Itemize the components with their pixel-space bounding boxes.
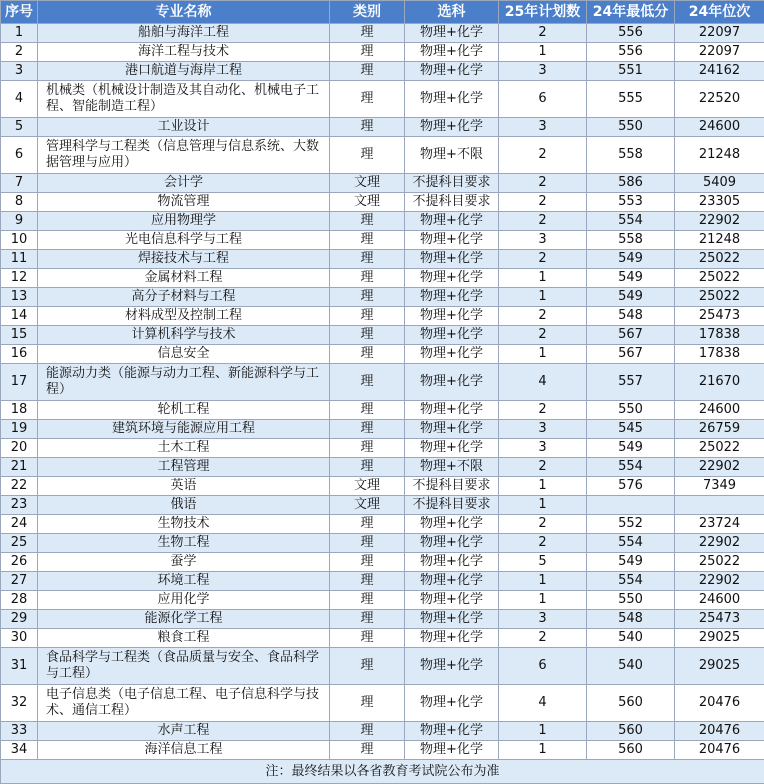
subjects: 物理+化学 xyxy=(405,572,499,591)
plan-count: 2 xyxy=(499,534,587,553)
min-score: 556 xyxy=(587,43,675,62)
major-name: 土木工程 xyxy=(38,439,330,458)
major-name: 生物技术 xyxy=(38,515,330,534)
major-name: 工业设计 xyxy=(38,118,330,137)
subjects: 物理+不限 xyxy=(405,458,499,477)
row-no: 29 xyxy=(1,610,38,629)
plan-count: 2 xyxy=(499,629,587,648)
table-row xyxy=(1,515,764,534)
category: 理 xyxy=(330,43,405,62)
table-row xyxy=(1,477,764,496)
rank: 7349 xyxy=(675,477,764,496)
category: 理 xyxy=(330,269,405,288)
row-no: 6 xyxy=(1,137,38,174)
table-row xyxy=(1,326,764,345)
category: 理 xyxy=(330,137,405,174)
subjects: 不提科目要求 xyxy=(405,477,499,496)
major-name: 建筑环境与能源应用工程 xyxy=(38,420,330,439)
rank: 24600 xyxy=(675,591,764,610)
min-score: 567 xyxy=(587,345,675,364)
plan-count: 4 xyxy=(499,685,587,722)
table-row xyxy=(1,43,764,62)
rank: 25022 xyxy=(675,250,764,269)
min-score: 554 xyxy=(587,534,675,553)
category: 理 xyxy=(330,685,405,722)
plan-count: 3 xyxy=(499,118,587,137)
min-score: 550 xyxy=(587,401,675,420)
min-score: 560 xyxy=(587,741,675,760)
row-no: 16 xyxy=(1,345,38,364)
subjects: 物理+不限 xyxy=(405,137,499,174)
rank: 24162 xyxy=(675,62,764,81)
row-no: 32 xyxy=(1,685,38,722)
min-score: 549 xyxy=(587,269,675,288)
rank: 29025 xyxy=(675,629,764,648)
row-no: 13 xyxy=(1,288,38,307)
row-no: 21 xyxy=(1,458,38,477)
category: 理 xyxy=(330,231,405,250)
rank: 23724 xyxy=(675,515,764,534)
major-name: 电子信息类（电子信息工程、电子信息科学与技术、通信工程） xyxy=(38,685,330,722)
table-row xyxy=(1,345,764,364)
row-no: 22 xyxy=(1,477,38,496)
table-row xyxy=(1,572,764,591)
category: 理 xyxy=(330,24,405,43)
category: 理 xyxy=(330,610,405,629)
category: 理 xyxy=(330,401,405,420)
major-name: 生物工程 xyxy=(38,534,330,553)
table-row xyxy=(1,439,764,458)
major-name: 船舶与海洋工程 xyxy=(38,24,330,43)
plan-count: 1 xyxy=(499,345,587,364)
category: 理 xyxy=(330,629,405,648)
min-score: 567 xyxy=(587,326,675,345)
category: 理 xyxy=(330,420,405,439)
category: 理 xyxy=(330,648,405,685)
rank: 17838 xyxy=(675,345,764,364)
table-row xyxy=(1,24,764,43)
table-body xyxy=(1,24,764,760)
min-score: 549 xyxy=(587,439,675,458)
row-no: 19 xyxy=(1,420,38,439)
row-no: 7 xyxy=(1,174,38,193)
rank: 25473 xyxy=(675,307,764,326)
rank: 25022 xyxy=(675,439,764,458)
row-no: 2 xyxy=(1,43,38,62)
plan-count: 1 xyxy=(499,591,587,610)
subjects: 物理+化学 xyxy=(405,62,499,81)
subjects: 物理+化学 xyxy=(405,250,499,269)
major-name: 英语 xyxy=(38,477,330,496)
row-no: 33 xyxy=(1,722,38,741)
plan-count: 2 xyxy=(499,24,587,43)
table-row xyxy=(1,174,764,193)
major-name: 蚕学 xyxy=(38,553,330,572)
row-no: 25 xyxy=(1,534,38,553)
min-score xyxy=(587,496,675,515)
table-row xyxy=(1,364,764,401)
min-score: 560 xyxy=(587,722,675,741)
header-subjects: 选科 xyxy=(405,1,499,24)
plan-count: 3 xyxy=(499,231,587,250)
header-major-name: 专业名称 xyxy=(38,1,330,24)
min-score: 545 xyxy=(587,420,675,439)
table-row xyxy=(1,741,764,760)
rank: 22097 xyxy=(675,43,764,62)
min-score: 553 xyxy=(587,193,675,212)
subjects: 物理+化学 xyxy=(405,439,499,458)
row-no: 20 xyxy=(1,439,38,458)
rank: 29025 xyxy=(675,648,764,685)
min-score: 552 xyxy=(587,515,675,534)
min-score: 540 xyxy=(587,648,675,685)
min-score: 551 xyxy=(587,62,675,81)
rank: 25022 xyxy=(675,553,764,572)
table-row xyxy=(1,722,764,741)
table-row xyxy=(1,496,764,515)
row-no: 15 xyxy=(1,326,38,345)
rank: 5409 xyxy=(675,174,764,193)
row-no: 4 xyxy=(1,81,38,118)
min-score: 586 xyxy=(587,174,675,193)
plan-count: 5 xyxy=(499,553,587,572)
row-no: 5 xyxy=(1,118,38,137)
subjects: 不提科目要求 xyxy=(405,193,499,212)
subjects: 不提科目要求 xyxy=(405,496,499,515)
subjects: 物理+化学 xyxy=(405,364,499,401)
min-score: 550 xyxy=(587,591,675,610)
min-score: 549 xyxy=(587,250,675,269)
table-row xyxy=(1,307,764,326)
rank: 20476 xyxy=(675,685,764,722)
plan-count: 3 xyxy=(499,439,587,458)
rank: 22902 xyxy=(675,458,764,477)
subjects: 物理+化学 xyxy=(405,420,499,439)
subjects: 物理+化学 xyxy=(405,231,499,250)
rank: 24600 xyxy=(675,118,764,137)
header-no: 序号 xyxy=(1,1,38,24)
major-name: 港口航道与海岸工程 xyxy=(38,62,330,81)
table-row xyxy=(1,212,764,231)
min-score: 556 xyxy=(587,24,675,43)
major-name: 海洋工程与技术 xyxy=(38,43,330,62)
subjects: 物理+化学 xyxy=(405,307,499,326)
table-row xyxy=(1,685,764,722)
row-no: 18 xyxy=(1,401,38,420)
major-name: 应用物理学 xyxy=(38,212,330,231)
rank: 25022 xyxy=(675,288,764,307)
major-name: 粮食工程 xyxy=(38,629,330,648)
table-row xyxy=(1,250,764,269)
subjects: 物理+化学 xyxy=(405,741,499,760)
subjects: 物理+化学 xyxy=(405,212,499,231)
rank: 20476 xyxy=(675,722,764,741)
min-score: 558 xyxy=(587,231,675,250)
rank: 21248 xyxy=(675,231,764,250)
category: 理 xyxy=(330,288,405,307)
min-score: 557 xyxy=(587,364,675,401)
subjects: 物理+化学 xyxy=(405,553,499,572)
header-min-score-2024: 24年最低分 xyxy=(587,1,675,24)
major-name: 光电信息科学与工程 xyxy=(38,231,330,250)
subjects: 物理+化学 xyxy=(405,722,499,741)
subjects: 物理+化学 xyxy=(405,534,499,553)
major-name: 能源动力类（能源与动力工程、新能源科学与工程） xyxy=(38,364,330,401)
subjects: 物理+化学 xyxy=(405,401,499,420)
major-name: 环境工程 xyxy=(38,572,330,591)
row-no: 12 xyxy=(1,269,38,288)
min-score: 548 xyxy=(587,307,675,326)
table-row xyxy=(1,648,764,685)
row-no: 30 xyxy=(1,629,38,648)
table-row xyxy=(1,591,764,610)
major-name: 信息安全 xyxy=(38,345,330,364)
rank: 26759 xyxy=(675,420,764,439)
subjects: 物理+化学 xyxy=(405,24,499,43)
row-no: 10 xyxy=(1,231,38,250)
major-name: 应用化学 xyxy=(38,591,330,610)
row-no: 3 xyxy=(1,62,38,81)
table-row xyxy=(1,118,764,137)
rank: 21248 xyxy=(675,137,764,174)
plan-count: 3 xyxy=(499,610,587,629)
rank: 22902 xyxy=(675,534,764,553)
row-no: 26 xyxy=(1,553,38,572)
subjects: 物理+化学 xyxy=(405,81,499,118)
plan-count: 2 xyxy=(499,307,587,326)
row-no: 27 xyxy=(1,572,38,591)
min-score: 554 xyxy=(587,572,675,591)
major-name: 计算机科学与技术 xyxy=(38,326,330,345)
category: 理 xyxy=(330,534,405,553)
major-name: 俄语 xyxy=(38,496,330,515)
row-no: 11 xyxy=(1,250,38,269)
table-row xyxy=(1,231,764,250)
major-name: 金属材料工程 xyxy=(38,269,330,288)
major-name: 食品科学与工程类（食品质量与安全、食品科学与工程） xyxy=(38,648,330,685)
plan-count: 1 xyxy=(499,722,587,741)
row-no: 1 xyxy=(1,24,38,43)
table-row xyxy=(1,458,764,477)
category: 理 xyxy=(330,81,405,118)
plan-count: 1 xyxy=(499,43,587,62)
min-score: 554 xyxy=(587,458,675,477)
table-row xyxy=(1,420,764,439)
table-header xyxy=(1,1,764,24)
row-no: 34 xyxy=(1,741,38,760)
category: 理 xyxy=(330,515,405,534)
rank: 21670 xyxy=(675,364,764,401)
subjects: 物理+化学 xyxy=(405,269,499,288)
subjects: 物理+化学 xyxy=(405,43,499,62)
table-row xyxy=(1,137,764,174)
major-name: 材料成型及控制工程 xyxy=(38,307,330,326)
rank: 22902 xyxy=(675,572,764,591)
plan-count: 2 xyxy=(499,250,587,269)
plan-count: 3 xyxy=(499,420,587,439)
table-row xyxy=(1,193,764,212)
plan-count: 2 xyxy=(499,401,587,420)
min-score: 555 xyxy=(587,81,675,118)
min-score: 576 xyxy=(587,477,675,496)
category: 理 xyxy=(330,212,405,231)
rank: 22097 xyxy=(675,24,764,43)
table-row xyxy=(1,401,764,420)
row-no: 9 xyxy=(1,212,38,231)
subjects: 物理+化学 xyxy=(405,326,499,345)
subjects: 不提科目要求 xyxy=(405,174,499,193)
row-no: 28 xyxy=(1,591,38,610)
plan-count: 1 xyxy=(499,572,587,591)
min-score: 550 xyxy=(587,118,675,137)
plan-count: 2 xyxy=(499,174,587,193)
table-row xyxy=(1,81,764,118)
major-name: 机械类（机械设计制造及其自动化、机械电子工程、智能制造工程） xyxy=(38,81,330,118)
category: 理 xyxy=(330,458,405,477)
category: 理 xyxy=(330,364,405,401)
subjects: 物理+化学 xyxy=(405,629,499,648)
plan-count: 1 xyxy=(499,741,587,760)
table-row xyxy=(1,288,764,307)
category: 理 xyxy=(330,722,405,741)
row-no: 24 xyxy=(1,515,38,534)
plan-count: 2 xyxy=(499,193,587,212)
table-row xyxy=(1,629,764,648)
min-score: 554 xyxy=(587,212,675,231)
header-rank-2024: 24年位次 xyxy=(675,1,764,24)
header-plan-2025: 25年计划数 xyxy=(499,1,587,24)
footer-note: 注：最终结果以各省教育考试院公布为准 xyxy=(1,760,764,784)
plan-count: 2 xyxy=(499,326,587,345)
min-score: 560 xyxy=(587,685,675,722)
rank: 20476 xyxy=(675,741,764,760)
major-name: 焊接技术与工程 xyxy=(38,250,330,269)
category: 理 xyxy=(330,118,405,137)
major-name: 管理科学与工程类（信息管理与信息系统、大数据管理与应用） xyxy=(38,137,330,174)
category: 理 xyxy=(330,326,405,345)
rank: 17838 xyxy=(675,326,764,345)
subjects: 物理+化学 xyxy=(405,591,499,610)
category: 理 xyxy=(330,439,405,458)
plan-count: 1 xyxy=(499,269,587,288)
major-name: 能源化学工程 xyxy=(38,610,330,629)
row-no: 14 xyxy=(1,307,38,326)
plan-count: 4 xyxy=(499,364,587,401)
major-name: 会计学 xyxy=(38,174,330,193)
major-name: 轮机工程 xyxy=(38,401,330,420)
category: 理 xyxy=(330,572,405,591)
category: 文理 xyxy=(330,174,405,193)
table-row xyxy=(1,269,764,288)
category: 文理 xyxy=(330,477,405,496)
major-name: 海洋信息工程 xyxy=(38,741,330,760)
subjects: 物理+化学 xyxy=(405,648,499,685)
row-no: 17 xyxy=(1,364,38,401)
plan-count: 1 xyxy=(499,288,587,307)
major-name: 高分子材料与工程 xyxy=(38,288,330,307)
row-no: 8 xyxy=(1,193,38,212)
subjects: 物理+化学 xyxy=(405,610,499,629)
rank: 24600 xyxy=(675,401,764,420)
header-category: 类别 xyxy=(330,1,405,24)
category: 理 xyxy=(330,62,405,81)
plan-count: 6 xyxy=(499,648,587,685)
subjects: 物理+化学 xyxy=(405,345,499,364)
major-name: 水声工程 xyxy=(38,722,330,741)
min-score: 548 xyxy=(587,610,675,629)
plan-count: 1 xyxy=(499,496,587,515)
category: 文理 xyxy=(330,496,405,515)
category: 理 xyxy=(330,741,405,760)
subjects: 物理+化学 xyxy=(405,288,499,307)
subjects: 物理+化学 xyxy=(405,118,499,137)
plan-count: 2 xyxy=(499,458,587,477)
rank: 25473 xyxy=(675,610,764,629)
category: 理 xyxy=(330,345,405,364)
plan-count: 6 xyxy=(499,81,587,118)
table-row xyxy=(1,553,764,572)
subjects: 物理+化学 xyxy=(405,515,499,534)
plan-count: 3 xyxy=(499,62,587,81)
min-score: 558 xyxy=(587,137,675,174)
rank xyxy=(675,496,764,515)
plan-count: 1 xyxy=(499,477,587,496)
plan-count: 2 xyxy=(499,515,587,534)
rank: 25022 xyxy=(675,269,764,288)
min-score: 549 xyxy=(587,288,675,307)
rank: 22520 xyxy=(675,81,764,118)
row-no: 23 xyxy=(1,496,38,515)
rank: 23305 xyxy=(675,193,764,212)
category: 理 xyxy=(330,553,405,572)
plan-count: 2 xyxy=(499,212,587,231)
min-score: 540 xyxy=(587,629,675,648)
row-no: 31 xyxy=(1,648,38,685)
table-row xyxy=(1,534,764,553)
category: 文理 xyxy=(330,193,405,212)
rank: 22902 xyxy=(675,212,764,231)
category: 理 xyxy=(330,591,405,610)
major-name: 工程管理 xyxy=(38,458,330,477)
major-name: 物流管理 xyxy=(38,193,330,212)
table-row xyxy=(1,610,764,629)
subjects: 物理+化学 xyxy=(405,685,499,722)
table-row xyxy=(1,62,764,81)
category: 理 xyxy=(330,307,405,326)
category: 理 xyxy=(330,250,405,269)
min-score: 549 xyxy=(587,553,675,572)
plan-count: 2 xyxy=(499,137,587,174)
